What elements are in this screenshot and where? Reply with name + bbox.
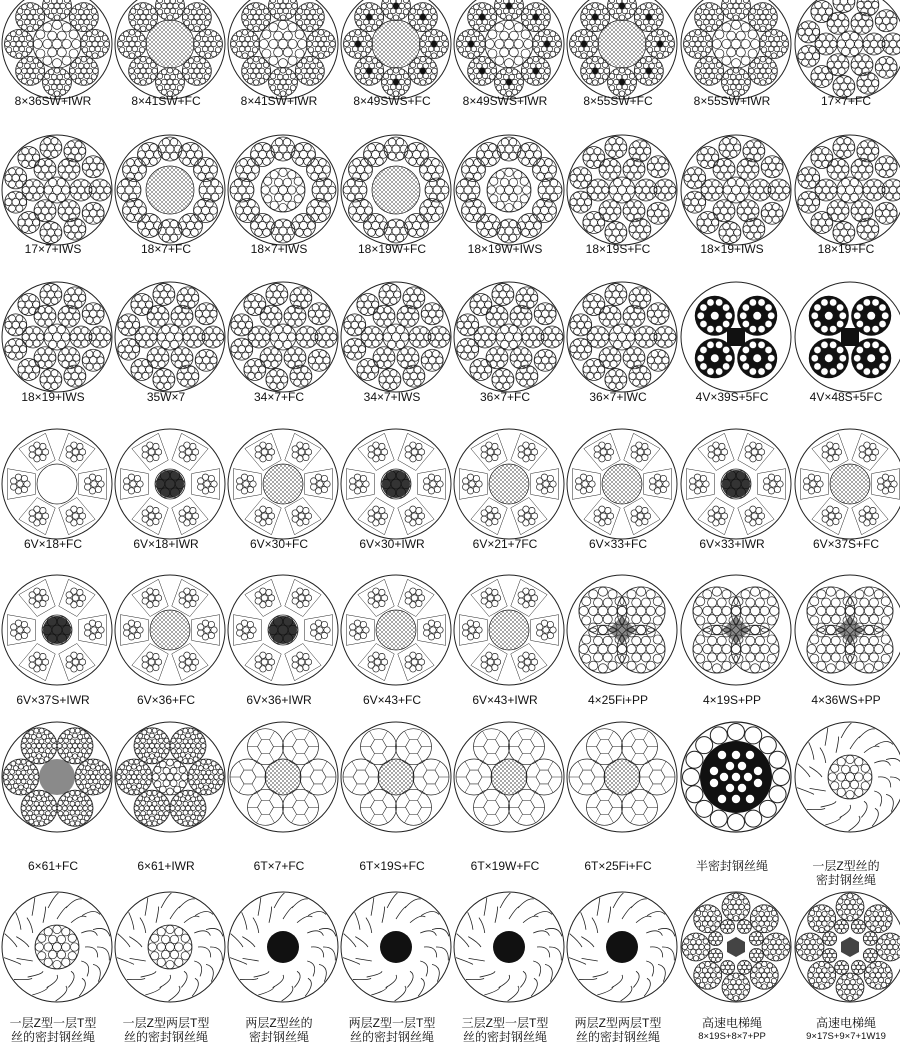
rope-card xyxy=(336,717,448,873)
rope-label xyxy=(672,859,792,873)
rope-locked-coil xyxy=(110,887,230,1007)
rope-label-line1: 两层Z型一层T型 xyxy=(348,1016,436,1030)
rope-label-line1: 6×61+FC xyxy=(27,859,79,873)
rope-card xyxy=(676,277,788,427)
rope-label-line1: 一层Z型一层T型 xyxy=(9,1016,97,1030)
rope-multistrand xyxy=(223,277,343,397)
rope-label xyxy=(219,1016,339,1044)
rope-card xyxy=(562,130,674,280)
rope-6v-fc xyxy=(790,424,900,544)
rope-label-line1: 18×19S+FC xyxy=(585,242,651,256)
rope-label-line1: 8×49SWS+IWR xyxy=(462,94,548,108)
rope-label xyxy=(558,94,678,108)
rope-label xyxy=(106,693,226,707)
rope-label-line1: 6V×36+FC xyxy=(136,693,196,707)
rope-label-line1: 4×19S+PP xyxy=(702,693,762,707)
rope-card xyxy=(676,570,788,720)
rope-label xyxy=(558,537,678,551)
rope-card xyxy=(790,277,900,427)
rope-card xyxy=(223,717,335,873)
rope-card xyxy=(0,570,109,720)
rope-label-line1: 6T×7+FC xyxy=(253,859,305,873)
rope-label-line1: 36×7+IWC xyxy=(589,390,647,404)
rope-label xyxy=(445,1016,565,1044)
rope-6v-black-core xyxy=(676,424,796,544)
rope-label xyxy=(332,1016,452,1044)
rope-label xyxy=(672,537,792,551)
rope-label xyxy=(445,859,565,873)
rope-multistrand xyxy=(449,277,569,397)
rope-6v-black-core xyxy=(0,570,117,690)
rope-label xyxy=(219,537,339,551)
rope-card xyxy=(110,570,222,720)
rope-card xyxy=(449,277,561,427)
rope-label xyxy=(219,693,339,707)
rope-card xyxy=(0,887,109,1044)
rope-ring-iws xyxy=(449,130,569,250)
rope-ring-iws xyxy=(223,130,343,250)
rope-4-strand-pp xyxy=(676,570,796,690)
rope-label-line1: 18×19+IWS xyxy=(21,390,85,404)
rope-card xyxy=(790,0,900,134)
rope-card xyxy=(562,424,674,574)
rope-label-line2: 密封钢丝绳 xyxy=(815,873,876,887)
rope-label xyxy=(332,859,452,873)
rope-6v-fc xyxy=(336,570,456,690)
rope-label xyxy=(672,390,792,404)
rope-card xyxy=(449,424,561,574)
rope-8-strand-dots-iwr xyxy=(449,0,569,104)
rope-label-line1: 6V×33+IWR xyxy=(699,537,765,551)
rope-label-line1: 4×36WS+PP xyxy=(811,693,881,707)
rope-label-line1: 8×41SW+FC xyxy=(131,94,201,108)
rope-label-line1: 6T×19W+FC xyxy=(470,859,540,873)
rope-multistrand xyxy=(336,277,456,397)
rope-label xyxy=(445,94,565,108)
rope-label xyxy=(558,1016,678,1044)
rope-card xyxy=(790,717,900,887)
rope-6v-black-core xyxy=(110,424,230,544)
rope-label-line1: 8×55SW+FC xyxy=(583,94,653,108)
rope-card xyxy=(790,130,900,280)
rope-label xyxy=(786,859,900,887)
rope-label xyxy=(672,693,792,707)
rope-label xyxy=(219,94,339,108)
rope-locked-black-core xyxy=(562,887,682,1007)
rope-label xyxy=(0,859,113,873)
rope-card xyxy=(336,887,448,1044)
rope-card xyxy=(0,130,109,280)
rope-card xyxy=(562,570,674,720)
rope-locked-black-core xyxy=(223,887,343,1007)
rope-label-line1: 两层Z型两层T型 xyxy=(574,1016,662,1030)
rope-card xyxy=(110,277,222,427)
rope-label xyxy=(786,390,900,404)
rope-label xyxy=(332,94,452,108)
rope-card xyxy=(110,717,222,873)
rope-label xyxy=(219,859,339,873)
rope-label xyxy=(0,693,113,707)
rope-locked-coil xyxy=(790,717,900,837)
rope-label-line1: 一层Z型两层T型 xyxy=(122,1016,210,1030)
rope-label xyxy=(672,242,792,256)
rope-label-line1: 6T×19S+FC xyxy=(359,859,425,873)
rope-label-line1: 半密封钢丝绳 xyxy=(695,859,768,873)
rope-label xyxy=(558,390,678,404)
rope-label xyxy=(672,1016,792,1044)
rope-card xyxy=(336,130,448,280)
rope-label xyxy=(445,242,565,256)
rope-label xyxy=(445,390,565,404)
rope-card xyxy=(336,424,448,574)
rope-label xyxy=(0,242,113,256)
rope-label-line1: 36×7+FC xyxy=(479,390,531,404)
rope-label-line1: 18×7+IWS xyxy=(250,242,308,256)
rope-label-line1: 6V×37S+FC xyxy=(812,537,880,551)
rope-label xyxy=(0,1016,113,1044)
rope-label-line1: 6V×43+IWR xyxy=(472,693,538,707)
rope-label xyxy=(106,859,226,873)
rope-4-strand-pp xyxy=(790,570,900,690)
rope-label-line1: 18×19+IWS xyxy=(700,242,764,256)
rope-label xyxy=(672,94,792,108)
rope-8-strand-dots-fc xyxy=(562,0,682,104)
rope-label xyxy=(332,693,452,707)
rope-ring-fc xyxy=(336,130,456,250)
rope-label xyxy=(445,693,565,707)
rope-label xyxy=(445,537,565,551)
rope-label-line1: 4×25Fi+PP xyxy=(587,693,649,707)
rope-card xyxy=(449,887,561,1044)
rope-label-line1: 34×7+IWS xyxy=(363,390,421,404)
rope-label-line1: 高速电梯绳 xyxy=(815,1016,876,1030)
rope-label-line1: 34×7+FC xyxy=(253,390,305,404)
rope-label-line1: 4V×39S+5FC xyxy=(695,390,769,404)
rope-card xyxy=(223,887,335,1044)
rope-label xyxy=(786,94,900,108)
rope-label xyxy=(0,390,113,404)
rope-6t-fc xyxy=(336,717,456,837)
rope-6t-fc xyxy=(449,717,569,837)
rope-card xyxy=(336,0,448,134)
rope-card xyxy=(676,130,788,280)
rope-multistrand xyxy=(562,277,682,397)
rope-label xyxy=(786,1016,900,1044)
rope-card xyxy=(0,424,109,574)
rope-6v-black-core xyxy=(336,424,456,544)
rope-6v-fc xyxy=(223,424,343,544)
rope-label xyxy=(786,242,900,256)
rope-card xyxy=(223,277,335,427)
rope-label xyxy=(558,693,678,707)
rope-8-strand-iwr xyxy=(676,0,796,104)
rope-label-line2: 丝的密封钢丝绳 xyxy=(123,1030,208,1044)
rope-card xyxy=(562,717,674,873)
rope-locked-coil xyxy=(0,887,117,1007)
rope-label xyxy=(106,390,226,404)
rope-label-line2: 密封钢丝绳 xyxy=(248,1030,309,1044)
rope-multistrand xyxy=(790,0,900,104)
rope-card xyxy=(110,0,222,134)
rope-label-line1: 6V×21+7FC xyxy=(472,537,538,551)
rope-multistrand xyxy=(0,277,117,397)
rope-label-line2: 丝的密封钢丝绳 xyxy=(575,1030,660,1044)
rope-label xyxy=(332,242,452,256)
rope-card xyxy=(110,130,222,280)
rope-label-line1: 8×55SW+IWR xyxy=(693,94,771,108)
rope-label xyxy=(219,242,339,256)
rope-card xyxy=(676,0,788,134)
rope-4v-black xyxy=(790,277,900,397)
rope-card xyxy=(336,277,448,427)
rope-label xyxy=(786,693,900,707)
rope-label-line1: 18×19W+FC xyxy=(357,242,427,256)
rope-label xyxy=(106,94,226,108)
rope-locked-black-core xyxy=(336,887,456,1007)
rope-card xyxy=(449,130,561,280)
rope-multistrand xyxy=(790,130,900,250)
rope-card xyxy=(449,0,561,134)
rope-6-strand-fc xyxy=(0,717,117,837)
rope-card xyxy=(336,570,448,720)
rope-8-strand-iwr xyxy=(0,0,117,104)
rope-8-strand-dots-fc xyxy=(336,0,456,104)
rope-6v-fc xyxy=(449,570,569,690)
rope-card xyxy=(562,887,674,1044)
rope-label-line1: 18×7+FC xyxy=(140,242,192,256)
rope-card xyxy=(790,424,900,574)
rope-card xyxy=(223,0,335,134)
rope-card xyxy=(223,130,335,280)
rope-card xyxy=(110,887,222,1044)
rope-4v-black xyxy=(676,277,796,397)
rope-label xyxy=(106,242,226,256)
rope-label-line1: 4V×48S+5FC xyxy=(809,390,883,404)
rope-card xyxy=(562,0,674,134)
rope-label-line1: 8×41SW+IWR xyxy=(240,94,318,108)
rope-card xyxy=(223,424,335,574)
rope-card xyxy=(676,424,788,574)
rope-multistrand xyxy=(0,130,117,250)
rope-label-line1: 8×36SW+IWR xyxy=(14,94,92,108)
rope-label-line1: 6V×43+FC xyxy=(362,693,422,707)
rope-label-line1: 6V×18+IWR xyxy=(133,537,199,551)
rope-label-line1: 三层Z型一层T型 xyxy=(461,1016,549,1030)
rope-card xyxy=(790,570,900,720)
rope-6t-fc xyxy=(562,717,682,837)
rope-label-line2: 丝的密封钢丝绳 xyxy=(10,1030,95,1044)
rope-label-line1: 18×19+FC xyxy=(817,242,875,256)
rope-card xyxy=(790,887,900,1042)
rope-label xyxy=(0,537,113,551)
rope-6v-hollow xyxy=(0,424,117,544)
rope-card xyxy=(0,277,109,427)
rope-label-line1: 高速电梯绳 xyxy=(701,1016,762,1030)
rope-label-line2: 9×17S+9×7+1W19 xyxy=(806,1031,886,1042)
rope-label-line1: 6V×30+FC xyxy=(249,537,309,551)
rope-6-strand-iwr xyxy=(110,717,230,837)
rope-label xyxy=(219,390,339,404)
rope-label xyxy=(0,94,113,108)
rope-half-locked xyxy=(676,717,796,837)
rope-multistrand xyxy=(676,130,796,250)
rope-card xyxy=(449,570,561,720)
rope-label-line1: 35W×7 xyxy=(146,390,186,404)
rope-label xyxy=(558,859,678,873)
rope-8-strand-iwr xyxy=(223,0,343,104)
rope-multistrand xyxy=(562,130,682,250)
rope-label-line2: 8×19S+8×7+PP xyxy=(698,1031,766,1042)
rope-label-line2: 丝的密封钢丝绳 xyxy=(349,1030,434,1044)
rope-card xyxy=(0,0,109,134)
rope-elevator xyxy=(676,887,796,1007)
rope-label-line1: 6×61+IWR xyxy=(137,859,195,873)
rope-card xyxy=(676,717,788,873)
rope-card xyxy=(0,717,109,873)
rope-multistrand xyxy=(110,277,230,397)
rope-label-line1: 6T×25Fi+FC xyxy=(584,859,652,873)
rope-6t-fc xyxy=(223,717,343,837)
rope-8-strand-fc xyxy=(110,0,230,104)
rope-elevator xyxy=(790,887,900,1007)
rope-label xyxy=(332,390,452,404)
rope-card xyxy=(223,570,335,720)
rope-label-line1: 18×19W+IWS xyxy=(467,242,543,256)
rope-4-strand-pp xyxy=(562,570,682,690)
rope-label-line1: 两层Z型丝的 xyxy=(245,1016,313,1030)
rope-ring-fc xyxy=(110,130,230,250)
rope-card xyxy=(676,887,788,1042)
rope-6v-fc xyxy=(562,424,682,544)
rope-card xyxy=(562,277,674,427)
rope-label-line1: 6V×18+FC xyxy=(23,537,83,551)
rope-label xyxy=(106,537,226,551)
rope-label-line1: 一层Z型丝的 xyxy=(812,859,880,873)
rope-label-line1: 8×49SWS+FC xyxy=(353,94,431,108)
rope-label-line1: 17×7+FC xyxy=(820,94,872,108)
rope-6v-black-core xyxy=(223,570,343,690)
rope-6v-fc xyxy=(110,570,230,690)
rope-label-line1: 17×7+IWS xyxy=(24,242,82,256)
rope-label xyxy=(558,242,678,256)
rope-label xyxy=(332,537,452,551)
rope-card xyxy=(449,717,561,873)
rope-label-line1: 6V×36+IWR xyxy=(246,693,312,707)
rope-label-line1: 6V×37S+IWR xyxy=(16,693,90,707)
rope-6v-fc xyxy=(449,424,569,544)
rope-card xyxy=(110,424,222,574)
rope-label-line1: 6V×33+FC xyxy=(588,537,648,551)
rope-label xyxy=(106,1016,226,1044)
rope-label-line2: 丝的密封钢丝绳 xyxy=(462,1030,547,1044)
rope-label xyxy=(786,537,900,551)
rope-locked-black-core xyxy=(449,887,569,1007)
rope-label-line1: 6V×30+IWR xyxy=(359,537,425,551)
